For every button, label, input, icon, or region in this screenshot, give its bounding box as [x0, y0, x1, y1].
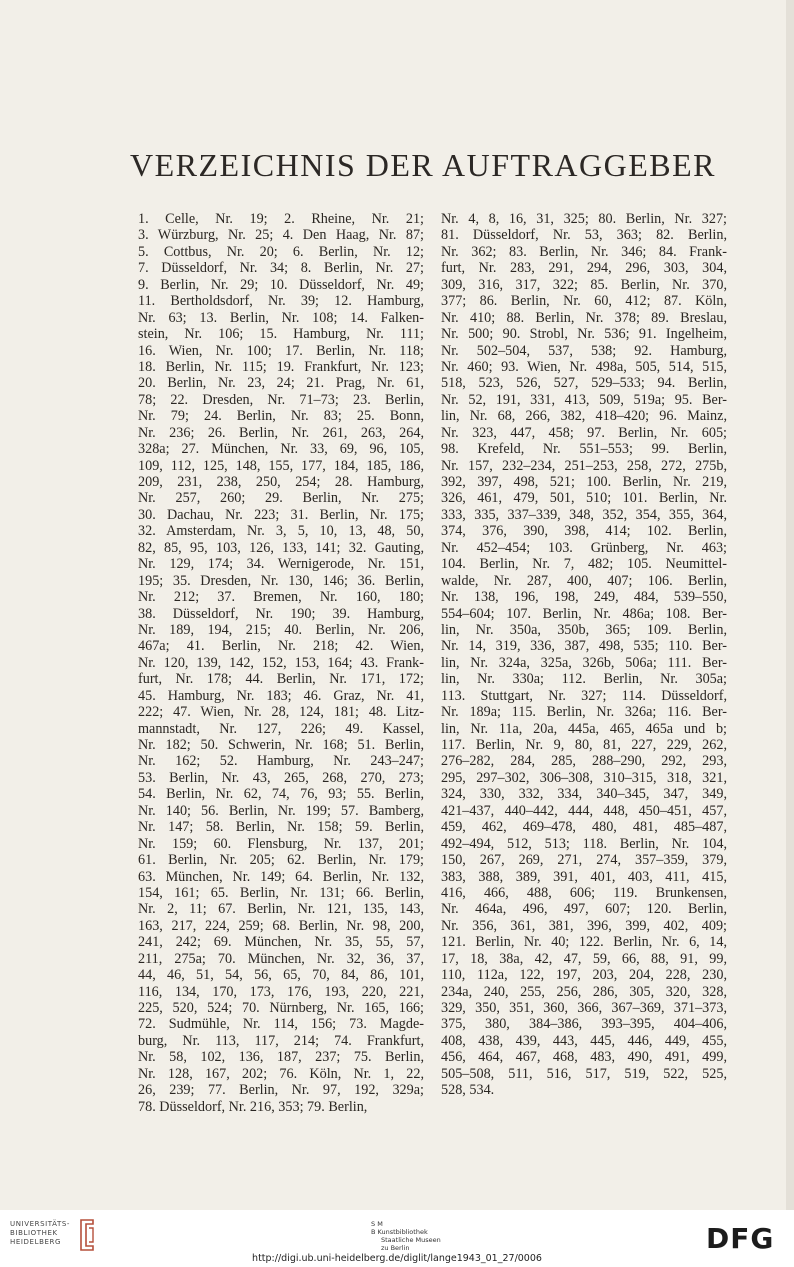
staatliche-museen-logo — [371, 1220, 441, 1252]
text-line: 459, 462, 469–478, 480, 481, 485–487, — [441, 819, 727, 836]
text-line: 1. Celle, Nr. 19; 2. Rheine, Nr. 21; — [138, 211, 424, 227]
text-line: 116, 134, 170, 173, 176, 193, 220, 221, — [138, 983, 424, 1000]
dfg-logo: DFG — [706, 1222, 775, 1255]
text-line: Nr. 189, 194, 215; 40. Berlin, Nr. 206, — [138, 621, 424, 638]
text-line: furt, Nr. 283, 291, 294, 296, 303, 304, — [441, 260, 727, 277]
source-url-link[interactable]: http://digi.ub.uni-heidelberg.de/diglit/lange1943_01_27/0006 — [252, 1253, 542, 1264]
text-line: Nr. 356, 361, 381, 396, 399, 402, 409; — [441, 917, 727, 934]
text-line: Nr. 79; 24. Berlin, Nr. 83; 25. Bonn, — [138, 408, 424, 425]
text-line: 11. Bertholdsdorf, Nr. 39; 12. Hamburg, — [138, 293, 424, 310]
text-line: 44, 46, 51, 54, 56, 65, 70, 84, 86, 101, — [138, 967, 424, 984]
text-line: 26, 239; 77. Berlin, Nr. 97, 192, 329a; — [138, 1082, 424, 1099]
text-line: 32. Amsterdam, Nr. 3, 5, 10, 13, 48, 50, — [138, 523, 424, 540]
text-line: 528, 534. — [441, 1082, 495, 1099]
text-line: 154, 161; 65. Berlin, Nr. 131; 66. Berlin, — [138, 884, 424, 901]
text-line: Nr. 212; 37. Bremen, Nr. 160, 180; — [138, 589, 424, 606]
text-line: 61. Berlin, Nr. 205; 62. Berlin, Nr. 179; — [138, 852, 424, 869]
text-line: lin, Nr. 350a, 350b, 365; 109. Berlin, — [441, 621, 727, 638]
text-line: Nr. 4, 8, 16, 31, 325; 80. Berlin, Nr. 327; — [441, 211, 727, 227]
text-line: 18. Berlin, Nr. 115; 19. Frankfurt, Nr. 123; — [138, 358, 424, 375]
text-line: Nr. 452–454; 103. Grünberg, Nr. 463; — [441, 539, 727, 556]
text-line: 82, 85, 95, 103, 126, 133, 141; 32. Gauting, — [138, 539, 424, 556]
text-line: 421–437, 440–442, 444, 448, 450–451, 457, — [441, 802, 727, 819]
text-line: 72. Sudmühle, Nr. 114, 156; 73. Magde- — [138, 1016, 424, 1033]
text-line: 121. Berlin, Nr. 40; 122. Berlin, Nr. 6, 14, — [441, 934, 727, 951]
text-line: 195; 35. Dresden, Nr. 130, 146; 36. Berlin, — [138, 572, 424, 589]
text-line: lin, Nr. 11a, 20a, 445a, 465, 465a und b; — [441, 720, 727, 737]
university-library-logo — [10, 1220, 70, 1247]
text-line: Nr. 63; 13. Berlin, Nr. 108; 14. Falken- — [138, 309, 424, 326]
text-line: Nr. 52, 191, 331, 413, 509, 519a; 95. Ber- — [441, 391, 727, 408]
text-line: 492–494, 512, 513; 118. Berlin, Nr. 104, — [441, 835, 727, 852]
text-line: 117. Berlin, Nr. 9, 80, 81, 227, 229, 262, — [441, 737, 727, 753]
text-line: 81. Düsseldorf, Nr. 53, 363; 82. Berlin, — [441, 227, 727, 244]
text-line: 211, 275a; 70. München, Nr. 32, 36, 37, — [138, 950, 424, 967]
text-line: 374, 376, 390, 398, 414; 102. Berlin, — [441, 523, 727, 540]
text-line: 324, 330, 332, 334, 340–345, 347, 349, — [441, 786, 727, 803]
university-logo-line: HEIDELBERG — [10, 1238, 61, 1246]
text-line: 109, 112, 125, 148, 155, 177, 184, 185, 186, — [138, 457, 424, 474]
university-logo-line: UNIVERSITÄTS- — [10, 1220, 71, 1228]
text-line: Nr. 236; 26. Berlin, Nr. 261, 263, 264, — [138, 424, 424, 441]
text-line: 78; 22. Dresden, Nr. 71–73; 23. Berlin, — [138, 391, 424, 408]
text-line: Nr. 464a, 496, 497, 607; 120. Berlin, — [441, 901, 727, 918]
text-line: Nr. 128, 167, 202; 76. Köln, Nr. 1, 22, — [138, 1065, 424, 1082]
text-line: 456, 464, 467, 468, 483, 490, 491, 499, — [441, 1049, 727, 1066]
text-line: Nr. 14, 319, 336, 387, 498, 535; 110. Ber- — [441, 638, 727, 655]
text-line: 17, 18, 38a, 42, 47, 59, 66, 88, 91, 99, — [441, 950, 727, 967]
text-line: 163, 217, 224, 259; 68. Berlin, Nr. 98, 200, — [138, 917, 424, 934]
text-line: 54. Berlin, Nr. 62, 74, 76, 93; 55. Berlin, — [138, 786, 424, 803]
text-line: 295, 297–302, 306–308, 310–315, 318, 321, — [441, 769, 727, 786]
sm-logo-line: S M — [371, 1220, 383, 1228]
text-line: 38. Düsseldorf, Nr. 190; 39. Hamburg, — [138, 605, 424, 622]
text-line: 329, 350, 351, 360, 366, 367–369, 371–373, — [441, 1000, 727, 1016]
text-line: 392, 397, 498, 521; 100. Berlin, Nr. 219, — [441, 474, 727, 490]
text-line: 333, 335, 337–339, 348, 352, 354, 355, 364, — [441, 506, 727, 523]
text-line: Nr. 182; 50. Schwerin, Nr. 168; 51. Berlin, — [138, 737, 424, 753]
sm-logo-line: zu Berlin — [381, 1244, 410, 1252]
text-line: lin, Nr. 68, 266, 382, 418–420; 96. Mainz, — [441, 408, 727, 425]
text-line: 222; 47. Wien, Nr. 28, 124, 181; 48. Litz- — [138, 704, 424, 721]
text-line: Nr. 140; 56. Berlin, Nr. 199; 57. Bamberg, — [138, 802, 424, 819]
text-line: Nr. 147; 58. Berlin, Nr. 158; 59. Berlin, — [138, 819, 424, 836]
text-line: 209, 231, 238, 250, 254; 28. Hamburg, — [138, 474, 424, 490]
text-line: 276–282, 284, 285, 288–290, 292, 293, — [441, 753, 727, 770]
text-line: Nr. 323, 447, 458; 97. Berlin, Nr. 605; — [441, 424, 727, 441]
text-line: 63. München, Nr. 149; 64. Berlin, Nr. 132, — [138, 868, 424, 885]
text-line: Nr. 129, 174; 34. Wernigerode, Nr. 151, — [138, 556, 424, 573]
text-line: burg, Nr. 113, 117, 214; 74. Frankfurt, — [138, 1032, 424, 1049]
university-emblem-icon — [78, 1218, 96, 1252]
text-line: 98. Krefeld, Nr. 551–553; 99. Berlin, — [441, 441, 727, 458]
text-line: 416, 466, 488, 606; 119. Brunkensen, — [441, 884, 727, 901]
text-line: 9. Berlin, Nr. 29; 10. Düsseldorf, Nr. 49; — [138, 276, 424, 293]
text-line: 467a; 41. Berlin, Nr. 218; 42. Wien, — [138, 638, 424, 655]
text-line: Nr. 120, 139, 142, 152, 153, 164; 43. Frank- — [138, 654, 424, 671]
text-line: Nr. 502–504, 537, 538; 92. Hamburg, — [441, 342, 727, 359]
page-title: VERZEICHNIS DER AUFTRAGGEBER — [130, 147, 717, 183]
university-logo-line: BIBLIOTHEK — [10, 1229, 58, 1237]
text-line: Nr. 189a; 115. Berlin, Nr. 326a; 116. Ber- — [441, 704, 727, 721]
sm-logo-line: Staatliche Museen — [381, 1236, 441, 1244]
text-line: Nr. 500; 90. Strobl, Nr. 536; 91. Ingelheim, — [441, 326, 727, 343]
text-line: 104. Berlin, Nr. 7, 482; 105. Neumittel- — [441, 556, 727, 573]
text-line: Nr. 157, 232–234, 251–253, 258, 272, 275b, — [441, 457, 727, 474]
text-line: 53. Berlin, Nr. 43, 265, 268, 270, 273; — [138, 769, 424, 786]
text-line: 518, 523, 526, 527, 529–533; 94. Berlin, — [441, 375, 727, 392]
text-line: 110, 112a, 122, 197, 203, 204, 228, 230, — [441, 967, 727, 984]
text-line: furt, Nr. 178; 44. Berlin, Nr. 171, 172; — [138, 671, 424, 688]
text-line: Nr. 257, 260; 29. Berlin, Nr. 275; — [138, 490, 424, 507]
text-line: walde, Nr. 287, 400, 407; 106. Berlin, — [441, 572, 727, 589]
text-line: 241, 242; 69. München, Nr. 35, 55, 57, — [138, 934, 424, 951]
text-line: 328a; 27. München, Nr. 33, 69, 96, 105, — [138, 441, 424, 458]
text-line: 234a, 240, 255, 256, 286, 305, 320, 328, — [441, 983, 727, 1000]
text-line: 20. Berlin, Nr. 23, 24; 21. Prag, Nr. 61, — [138, 375, 424, 392]
text-line: 113. Stuttgart, Nr. 327; 114. Düsseldorf, — [441, 687, 727, 704]
text-line: Nr. 159; 60. Flensburg, Nr. 137, 201; — [138, 835, 424, 852]
page-edge — [786, 0, 794, 1210]
text-line: Nr. 410; 88. Berlin, Nr. 378; 89. Breslau, — [441, 309, 727, 326]
sm-logo-line: B Kunstbibliothek — [371, 1228, 428, 1236]
text-line: 7. Düsseldorf, Nr. 34; 8. Berlin, Nr. 27; — [138, 260, 424, 277]
text-line: 326, 461, 479, 501, 510; 101. Berlin, Nr. — [441, 490, 727, 507]
text-line: 150, 267, 269, 271, 274, 357–359, 379, — [441, 852, 727, 869]
text-line: 3. Würzburg, Nr. 25; 4. Den Haag, Nr. 87; — [138, 227, 424, 244]
text-line: lin, Nr. 324a, 325a, 326b, 506a; 111. Ber- — [441, 654, 727, 671]
left-column — [138, 211, 424, 1115]
text-line: 16. Wien, Nr. 100; 17. Berlin, Nr. 118; — [138, 342, 424, 359]
right-column — [441, 211, 727, 1099]
text-line: Nr. 162; 52. Hamburg, Nr. 243–247; — [138, 753, 424, 770]
text-line: 30. Dachau, Nr. 223; 31. Berlin, Nr. 175; — [138, 506, 424, 523]
text-line: 505–508, 511, 516, 517, 519, 522, 525, — [441, 1065, 727, 1082]
text-line: 383, 388, 389, 391, 401, 403, 411, 415, — [441, 868, 727, 885]
text-line: 78. Düsseldorf, Nr. 216, 353; 79. Berlin, — [138, 1098, 368, 1115]
text-line: 5. Cottbus, Nr. 20; 6. Berlin, Nr. 12; — [138, 243, 424, 260]
text-line: lin, Nr. 330a; 112. Berlin, Nr. 305a; — [441, 671, 727, 688]
text-line: 375, 380, 384–386, 393–395, 404–406, — [441, 1016, 727, 1033]
text-line: stein, Nr. 106; 15. Hamburg, Nr. 111; — [138, 326, 424, 343]
text-line: Nr. 138, 196, 198, 249, 484, 539–550, — [441, 589, 727, 606]
text-line: 554–604; 107. Berlin, Nr. 486a; 108. Ber- — [441, 605, 727, 622]
text-line: mannstadt, Nr. 127, 226; 49. Kassel, — [138, 720, 424, 737]
text-line: Nr. 58, 102, 136, 187, 237; 75. Berlin, — [138, 1049, 424, 1066]
text-line: Nr. 362; 83. Berlin, Nr. 346; 84. Frank- — [441, 243, 727, 260]
text-line: 45. Hamburg, Nr. 183; 46. Graz, Nr. 41, — [138, 687, 424, 704]
text-line: 408, 438, 439, 443, 445, 446, 449, 455, — [441, 1032, 727, 1049]
text-line: Nr. 2, 11; 67. Berlin, Nr. 121, 135, 143, — [138, 901, 424, 918]
text-line: Nr. 460; 93. Wien, Nr. 498a, 505, 514, 515, — [441, 358, 727, 375]
text-line: 225, 520, 524; 70. Nürnberg, Nr. 165, 166; — [138, 1000, 424, 1016]
text-line: 377; 86. Berlin, Nr. 60, 412; 87. Köln, — [441, 293, 727, 310]
text-line: 309, 316, 317, 322; 85. Berlin, Nr. 370, — [441, 276, 727, 293]
